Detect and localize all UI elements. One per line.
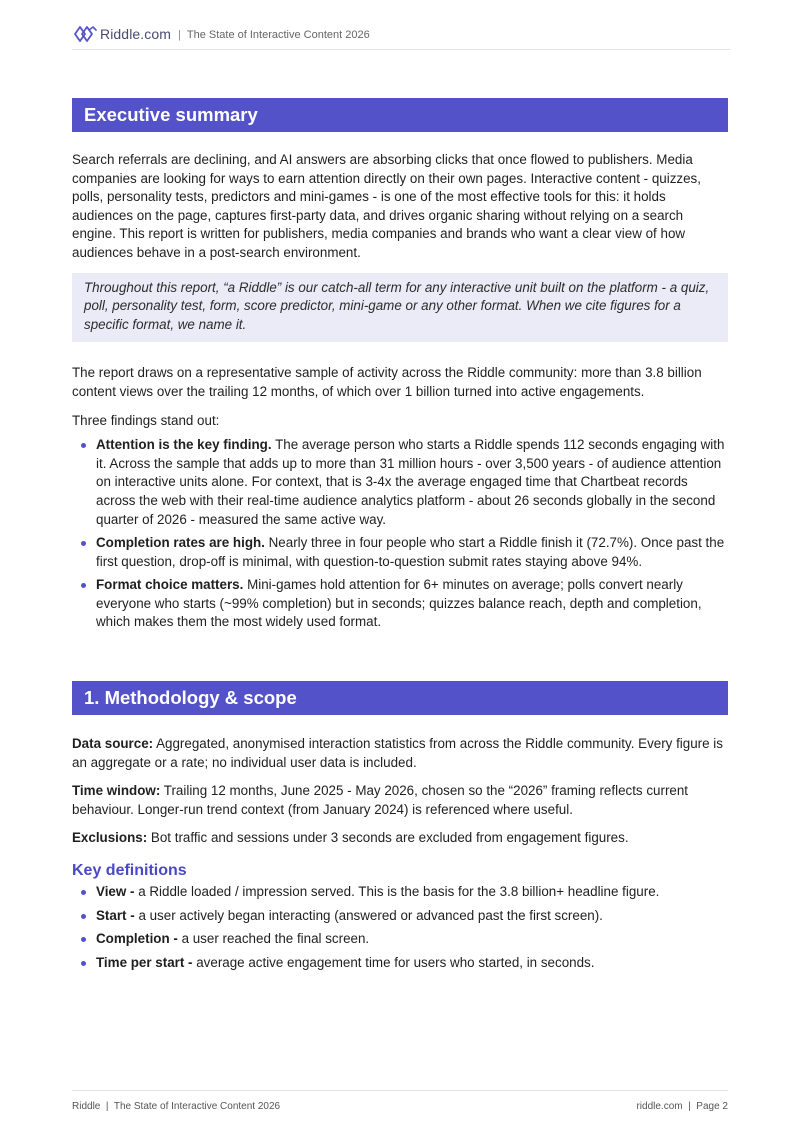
definition-item bbox=[72, 907, 728, 926]
finding-lead: Format choice matters. bbox=[96, 577, 244, 593]
definition-text: a Riddle loaded / impression served. This is the basis for the 3.8 billion+ headline figure. bbox=[138, 884, 660, 900]
finding-text: The average person who starts a Riddle spends 112 seconds engaging with it. Across the sample that adds up to more than 31 million hours - over 3,500 years - of audience attention on interactive units alone. For context, that is 3-4x the average engaged time that Chartbeat records across the web with their real-time audience analytics platform - about 26 seconds globally in the second quarter of 2026 - measured the same active way. bbox=[96, 437, 725, 527]
finding-item bbox=[72, 534, 728, 571]
bullet-dot-icon bbox=[81, 541, 86, 546]
section-heading-executive-summary: Executive summary bbox=[72, 98, 728, 132]
definition-term: View - bbox=[96, 884, 135, 900]
methodology-text: Trailing 12 months, June 2025 - May 2026, chosen so the “2026” framing reflects current behaviour. Longer-run trend context (from January 2024) is referenced where useful. bbox=[72, 783, 689, 817]
executive-summary-intro: Search referrals are declining, and AI answers are absorbing clicks that once flowed to publishers. Media companies are looking for ways to earn attention directly on their own pages. Interactive content - quizzes, polls, personality tests, predictors and mini-games - is one of the most effective tools for this: it holds audiences on the page, captures first-party data, and drives organic sharing without relying on a search engine. This report is written for publishers, media companies and brands who want a clear view of how audiences behave in a post-search environment. bbox=[72, 152, 701, 260]
finding-item bbox=[72, 576, 728, 632]
methodology-exclusions bbox=[72, 829, 728, 848]
riddle-logo-icon bbox=[72, 24, 98, 44]
logo-text: Riddle.com bbox=[100, 25, 172, 42]
header-report-title: The State of Interactive Content 2026 bbox=[186, 28, 370, 41]
definition-item bbox=[72, 930, 728, 949]
methodology-label: Exclusions: bbox=[72, 830, 148, 846]
footer-page-number[interactable]: riddle.com | Page 2 bbox=[636, 1100, 728, 1112]
page-header bbox=[72, 18, 730, 50]
bullet-dot-icon bbox=[81, 583, 86, 588]
definition-item bbox=[72, 954, 728, 973]
definitions-list bbox=[72, 883, 728, 972]
methodology-time-window bbox=[72, 782, 728, 819]
methodology-text: Aggregated, anonymised interaction statistics from across the Riddle community. Every figure is an aggregate or a rate; no individual user data is included. bbox=[72, 736, 723, 770]
bullet-dot-icon bbox=[81, 914, 86, 919]
definition-term: Start - bbox=[96, 907, 135, 923]
riddle-definition-note: Throughout this report, “a Riddle” is our catch-all term for any interactive unit built on the platform - a quiz, poll, personality test, form, score predictor, mini-game or any other format. When we cite figures for a specific format, we name it. bbox=[72, 273, 728, 343]
findings-intro: Three findings stand out: bbox=[72, 412, 220, 428]
page-footer bbox=[72, 1090, 728, 1121]
finding-text: Mini-games hold attention for 6+ minutes on average; polls convert nearly everyone who starts (~99% completion) but in seconds; quizzes balance reach, depth and completion, which makes them the most widely used format. bbox=[96, 577, 702, 630]
methodology-text: Bot traffic and sessions under 3 seconds are excluded from engagement figures. bbox=[150, 830, 629, 846]
findings-list bbox=[72, 436, 728, 632]
riddle-logo[interactable] bbox=[72, 24, 171, 44]
bullet-dot-icon bbox=[81, 443, 86, 448]
key-definitions-heading: Key definitions bbox=[72, 862, 187, 880]
sample-paragraph: The report draws on a representative sample of activity across the Riddle community: more than 3.8 billion content views over the trailing 12 months, of which over 1 billion turned into active engagements. bbox=[72, 365, 702, 399]
header-separator: | bbox=[178, 28, 181, 41]
bullet-dot-icon bbox=[81, 937, 86, 942]
finding-text: Nearly three in four people who start a Riddle finish it (72.7%). Once past the first question, drop-off is minimal, with question-to-question submit rates staying above 94%. bbox=[96, 535, 725, 569]
methodology-label: Time window: bbox=[72, 783, 161, 799]
definition-item bbox=[72, 883, 728, 902]
bullet-dot-icon bbox=[81, 961, 86, 966]
methodology-label: Data source: bbox=[72, 736, 154, 752]
section-heading-methodology: 1. Methodology & scope bbox=[72, 681, 728, 715]
definition-term: Time per start - bbox=[96, 954, 193, 970]
finding-lead: Completion rates are high. bbox=[96, 535, 265, 551]
finding-item bbox=[72, 436, 728, 529]
definition-text: a user actively began interacting (answered or advanced past the first screen). bbox=[138, 907, 603, 923]
definition-term: Completion - bbox=[96, 931, 178, 947]
bullet-dot-icon bbox=[81, 890, 86, 895]
footer-left-text: Riddle | The State of Interactive Content 2026 bbox=[72, 1100, 281, 1112]
finding-lead: Attention is the key finding. bbox=[96, 437, 272, 453]
definition-text: average active engagement time for users who started, in seconds. bbox=[196, 954, 595, 970]
definition-text: a user reached the final screen. bbox=[181, 931, 370, 947]
methodology-data-source bbox=[72, 735, 728, 772]
page-content bbox=[72, 98, 728, 972]
